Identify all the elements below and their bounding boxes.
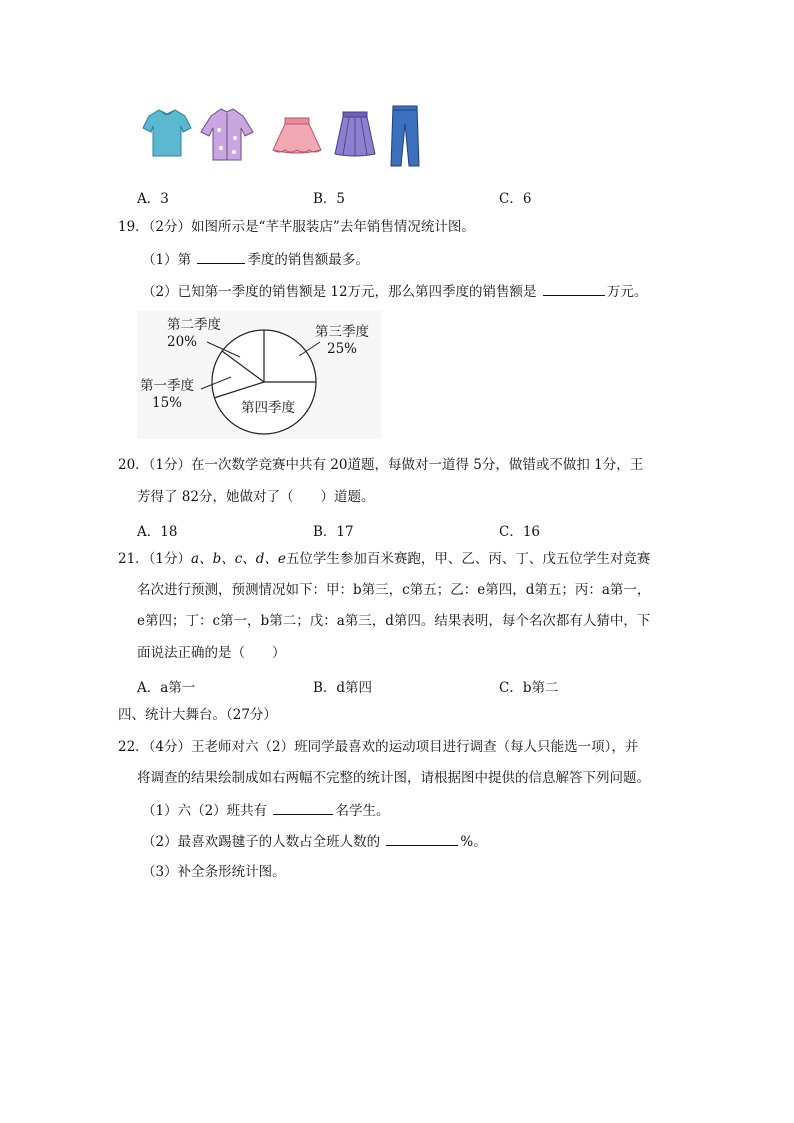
q21-option-a[interactable]: A．a第一 <box>137 680 196 696</box>
q22-sub1-pre: （1）六（2）班共有 <box>142 803 268 819</box>
pie-label-q3-name: 第三季度 <box>315 324 369 340</box>
q22-sub1 <box>142 800 389 821</box>
q22-sub1-blank[interactable] <box>273 800 333 815</box>
clothing-images <box>135 104 425 168</box>
section-4-heading: 四、统计大舞台。（27分） <box>118 707 277 723</box>
clothing-row <box>135 104 425 168</box>
q21-line1-c: 五位学生参加百米赛跑，甲、乙、丙、丁、戊五位学生对竞赛 <box>285 551 651 567</box>
q22-sub1-post: 名学生。 <box>335 803 390 819</box>
q22-sub2-blank[interactable] <box>386 831 458 846</box>
q22-line1: 22．（4分）王老师对六（2）班同学最喜欢的运动项目进行调查（每人只能选一项），并 <box>118 739 639 755</box>
q18-option-c[interactable]: C．6 <box>499 191 532 207</box>
q20-line2: 芳得了 82分，她做对了（ ）道题。 <box>137 489 375 505</box>
pie-label-q4: 第四季度 <box>241 400 295 416</box>
tshirt-icon <box>143 110 191 156</box>
q22-sub2 <box>142 831 487 852</box>
skirt-pink-icon <box>273 118 321 153</box>
q20-option-c[interactable]: C．16 <box>499 524 541 540</box>
q19-sub1 <box>142 249 369 270</box>
q22-sub2-pre: （2）最喜欢踢毽子的人数占全班人数的 <box>142 834 381 850</box>
pie-label-q1-pct: 15% <box>152 395 183 411</box>
q19-sub2-post: 万元。 <box>606 284 648 300</box>
q20-option-b[interactable]: B．17 <box>313 524 354 540</box>
q21-line2: 名次进行预测，预测情况如下：甲：b第三，c第五；乙：e第四，d第五；丙：a第一， <box>137 582 651 598</box>
q19-sub2-pre: （2）已知第一季度的销售额是 12万元，那么第四季度的销售额是 <box>142 284 537 300</box>
q22-sub3: （3）补全条形统计图。 <box>142 864 286 880</box>
q19-sub1-pre: （1）第 <box>142 252 192 268</box>
skirt-purple-icon <box>335 112 375 156</box>
q22-sub2-post: %。 <box>460 834 487 850</box>
q21-option-b[interactable]: B．d第四 <box>313 680 373 696</box>
q19-stem: 19．（2分）如图所示是“芊芊服装店”去年销售情况统计图。 <box>118 219 475 235</box>
q19-pie-chart <box>137 311 381 439</box>
pie-label-q3 <box>315 324 369 358</box>
q18-option-b[interactable]: B．5 <box>313 191 346 207</box>
q19-sub1-post: 季度的销售额最多。 <box>247 252 369 268</box>
q18-option-a[interactable]: A．3 <box>137 191 169 207</box>
q21-line4: 面说法正确的是（ ） <box>137 645 286 661</box>
q19-sub2 <box>142 281 647 302</box>
q21-option-c[interactable]: C．b第二 <box>499 680 559 696</box>
q20-line1: 20．（1分）在一次数学竞赛中共有 20道题，每做对一道得 5分，做错或不做扣 1分，王 <box>118 457 644 473</box>
pants-icon <box>391 106 419 166</box>
pie-label-q2-pct: 20% <box>167 334 198 350</box>
pie-label-q2-name: 第二季度 <box>167 317 221 333</box>
q19-sub1-blank[interactable] <box>197 249 245 264</box>
shirt-icon <box>201 109 253 160</box>
pie-label-q1 <box>140 378 194 412</box>
q20-option-a[interactable]: A．18 <box>137 524 178 540</box>
q19-sub2-blank[interactable] <box>543 281 605 296</box>
pie-label-q3-pct: 25% <box>327 341 358 357</box>
pie-label-q2 <box>167 317 221 351</box>
q21-line1 <box>118 549 650 569</box>
q21-line1-b: a、b、c、d、e <box>191 551 286 567</box>
q21-line1-a: 21．（1分） <box>118 551 192 567</box>
q21-line3: e第四；丁：c第一，b第二；戊：a第三，d第四。结果表明，每个名次都有人猜中，下 <box>137 613 651 629</box>
q22-line2: 将调查的结果绘制成如右两幅不完整的统计图，请根据图中提供的信息解答下列问题。 <box>137 770 650 786</box>
pie-label-q1-name: 第一季度 <box>140 378 194 394</box>
